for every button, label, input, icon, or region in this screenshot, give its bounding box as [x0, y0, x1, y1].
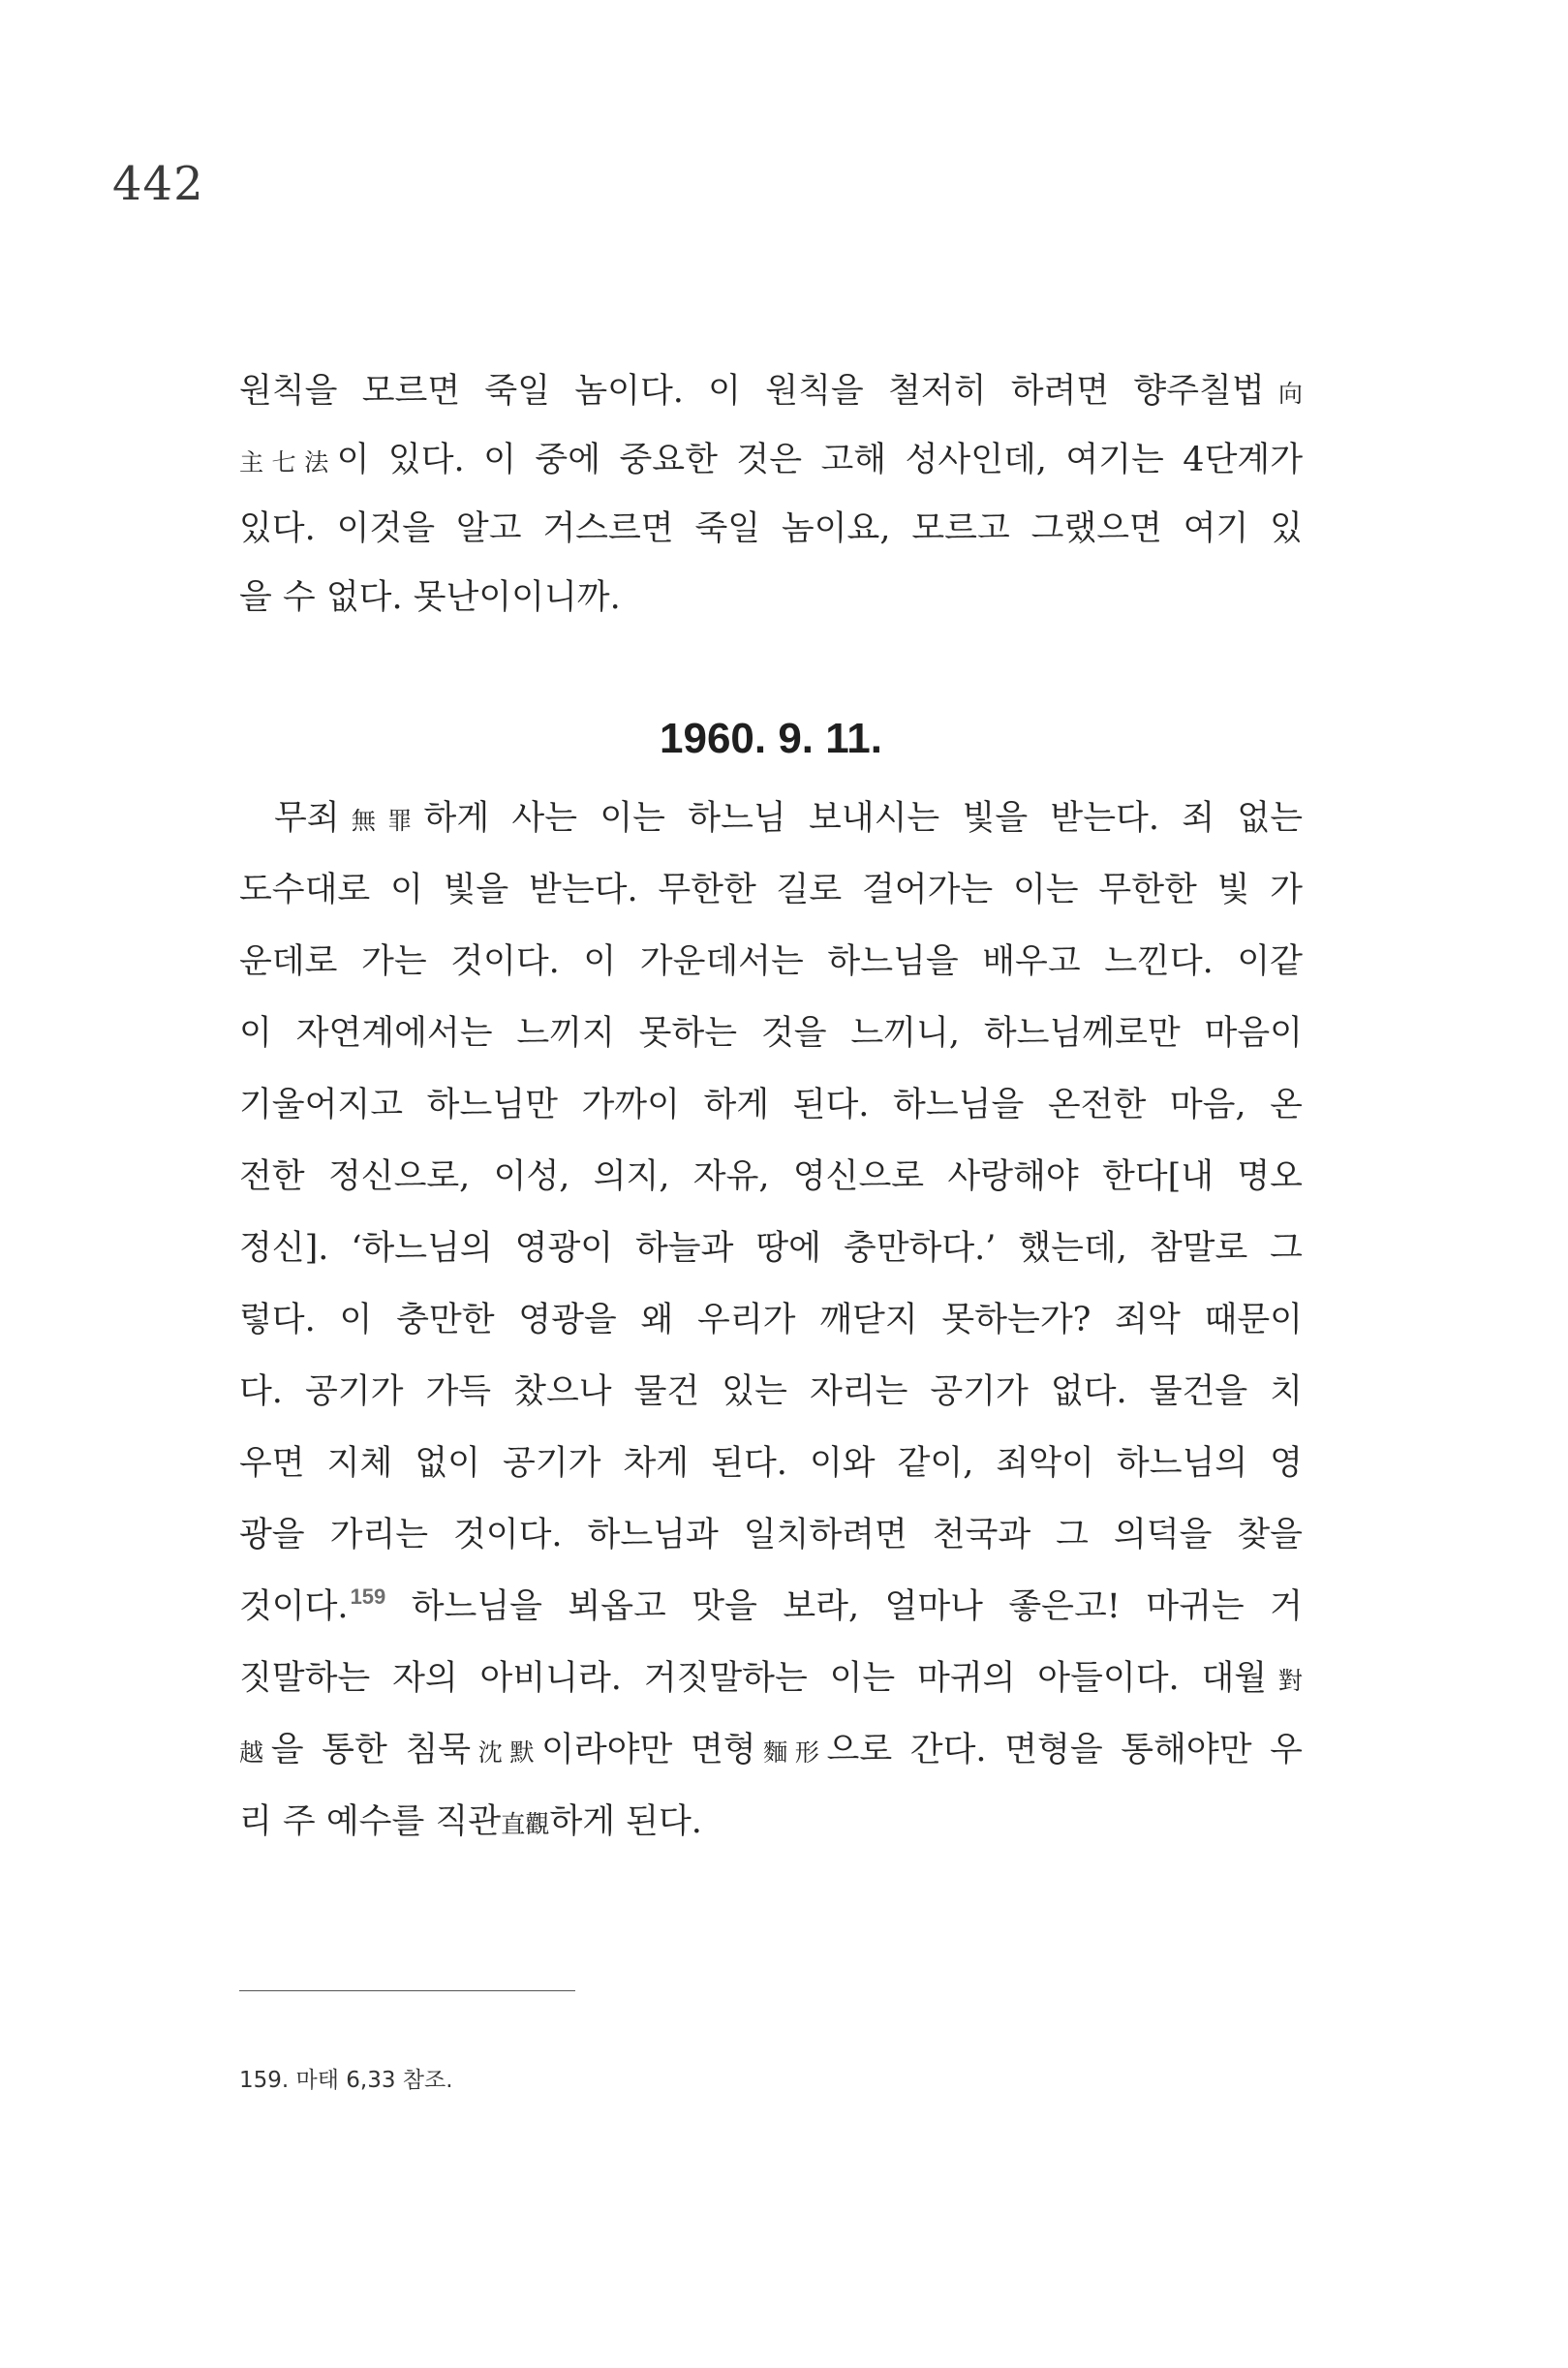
text-run: 정신]. ‘하느님의 영광이 하늘과 땅에 충만하다.’ 했는데, 참말로 그: [239, 1229, 1303, 1268]
text-run: 다. 공기가 가득 찼으나 물건 있는 자리는 공기가 없다. 물건을 치: [239, 1372, 1303, 1411]
hanja-annotation: 向: [1264, 380, 1304, 408]
footnote-reference: 159: [350, 1584, 386, 1609]
text-run: 하게 된다.: [549, 1802, 702, 1841]
text-line: [239, 1284, 1303, 1356]
text-line: [239, 1213, 1303, 1284]
hanja-annotation: 沈默: [471, 1738, 542, 1767]
entry-date-heading: 1960. 9. 11.: [660, 715, 882, 762]
entry-paragraph: [239, 783, 1303, 1858]
text-line: [239, 998, 1303, 1069]
text-line: [239, 1069, 1303, 1141]
text-run: 이라야만 면형: [541, 1731, 756, 1769]
text-run: 리 주 예수를 직관: [239, 1802, 502, 1841]
text-run: 하느님을 뵈옵고 맛을 보라, 얼마나 좋은고! 마귀는 거: [385, 1587, 1303, 1626]
text-line: [239, 854, 1303, 926]
hanja-annotation: 主七法: [239, 448, 337, 477]
text-line: [239, 564, 1303, 632]
text-run: 을 수 없다. 못난이이니까.: [239, 578, 621, 617]
hanja-annotation: 越: [239, 1738, 271, 1767]
hanja-annotation: 麵形: [755, 1738, 827, 1767]
footnote-divider: [239, 1990, 575, 1991]
text-line: [239, 1356, 1303, 1428]
text-line: [239, 357, 1303, 426]
text-run: 원칙을 모르면 죽일 놈이다. 이 원칙을 철저히 하려면 향주칠법: [239, 372, 1265, 411]
text-line: [239, 1428, 1303, 1499]
text-run: 운데로 가는 것이다. 이 가운데서는 하느님을 배우고 느낀다. 이같: [239, 942, 1303, 981]
text-run: 이 자연계에서는 느끼지 못하는 것을 느끼니, 하느님께로만 마음이: [239, 1014, 1303, 1053]
text-run: 렇다. 이 충만한 영광을 왜 우리가 깨닫지 못하는가? 죄악 때문이: [239, 1301, 1303, 1339]
text-run: 으로 간다. 면형을 통해야만 우: [826, 1731, 1303, 1769]
text-run: 전한 정신으로, 이성, 의지, 자유, 영신으로 사랑해야 한다[내 명오: [239, 1157, 1303, 1196]
text-line: [239, 1571, 1303, 1643]
page-number: 442: [112, 157, 204, 211]
hanja-annotation: 無罪: [339, 807, 424, 835]
text-run: 도수대로 이 빛을 받는다. 무한한 길로 걸어가는 이는 무한한 빛 가: [239, 871, 1303, 909]
text-run: 이 있다. 이 중에 중요한 것은 고해 성사인데, 여기는 4단계가: [336, 441, 1304, 479]
hanja-annotation: 對: [1267, 1667, 1303, 1695]
text-line: [239, 783, 1303, 854]
text-run: 광을 가리는 것이다. 하느님과 일치하려면 천국과 그 의덕을 찾을: [239, 1516, 1303, 1554]
text-line: [239, 426, 1303, 495]
continued-paragraph: [239, 357, 1303, 632]
text-run: 을 통한 침묵: [270, 1731, 472, 1769]
text-run: 우면 지체 없이 공기가 차게 된다. 이와 같이, 죄악이 하느님의 영: [239, 1444, 1303, 1483]
text-run: 짓말하는 자의 아비니라. 거짓말하는 이는 마귀의 아들이다. 대월: [239, 1659, 1268, 1698]
text-line: [239, 1643, 1303, 1714]
text-line: [239, 1141, 1303, 1213]
text-line: [239, 1786, 1303, 1858]
text-run: 있다. 이것을 알고 거스르면 죽일 놈이요, 모르고 그랬으면 여기 있: [239, 509, 1303, 548]
text-line: [239, 1714, 1303, 1786]
text-run: 하게 사는 이는 하느님 보내시는 빛을 받는다. 죄 없는: [423, 799, 1303, 838]
text-run: 무죄: [274, 799, 340, 838]
text-line: [239, 1499, 1303, 1571]
hanja-annotation: 直觀: [501, 1810, 550, 1838]
text-line: [239, 495, 1303, 564]
text-run: 기울어지고 하느님만 가까이 하게 된다. 하느님을 온전한 마음, 온: [239, 1086, 1303, 1124]
footnote: 159. 마태 6,33 참조.: [239, 2068, 453, 2093]
text-line: [239, 926, 1303, 998]
text-run: 것이다.: [239, 1587, 349, 1626]
